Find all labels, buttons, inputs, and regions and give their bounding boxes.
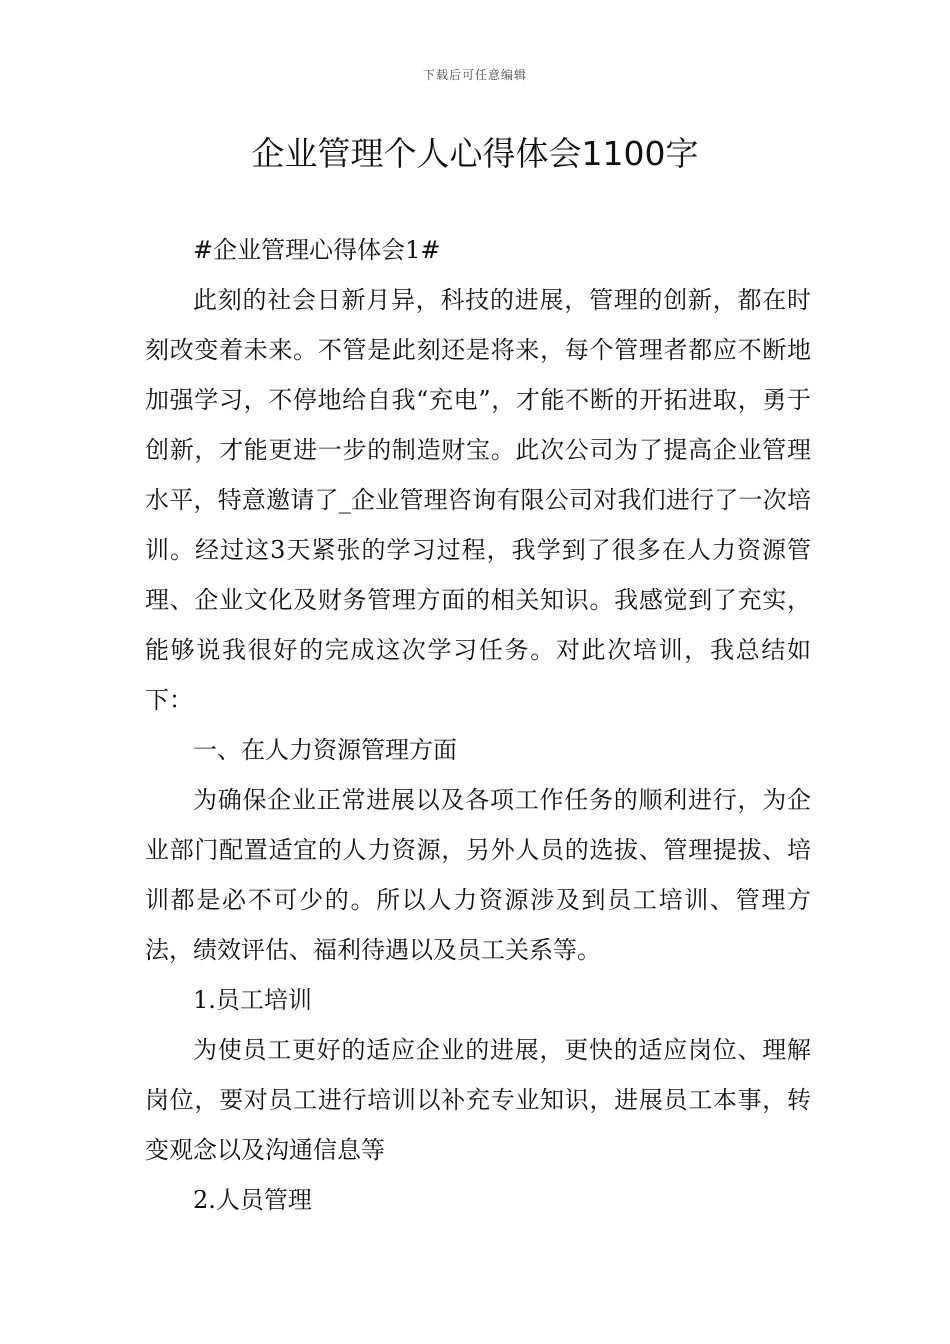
subsection-heading: 1.员工培训 [193, 986, 312, 1014]
subsection-heading: 2.人员管理 [193, 1186, 312, 1214]
body-paragraph: 为确保企业正常进展以及各项工作任务的顺利进行，为企业部门配置适宜的人力资源，另外人员的选拔、管理提拔、培训都是必不可少的。所以人力资源涉及到员工培训、管理方法，绩效评估、福利待遇以及员工关系等。 [145, 786, 811, 964]
document-title: 企业管理个人心得体会1100字 [251, 134, 699, 173]
body-paragraph: 此刻的社会日新月异，科技的进展，管理的创新，都在时刻改变着未来。不管是此刻还是将来，每个管理者都应不断地加强学习，不停地给自我“充电”，才能不断的开拓进取，勇于创新，才能更进一步的制造财宝。此次公司为了提高企业管理水平，特意邀请了_企业管理咨询有限公司对我们进行了一次培训。经过这3天紧张的学习过程，我学到了很多在人力资源管理、企业文化及财务管理方面的相关知识。我感觉到了充实，能够说我很好的完成这次学习任务。对此次培训，我总结如下： [145, 286, 811, 714]
subtitle-paragraph: #企业管理心得体会1# [193, 236, 441, 264]
header-note: 下载后可任意编辑 [422, 68, 527, 82]
document-body [145, 225, 811, 1225]
body-paragraph: 为使员工更好的适应企业的进展，更快的适应岗位、理解岗位，要对员工进行培训以补充专业知识，进展员工本事，转变观念以及沟通信息等 [145, 1036, 811, 1164]
section-heading: 一、在人力资源管理方面 [193, 736, 457, 764]
